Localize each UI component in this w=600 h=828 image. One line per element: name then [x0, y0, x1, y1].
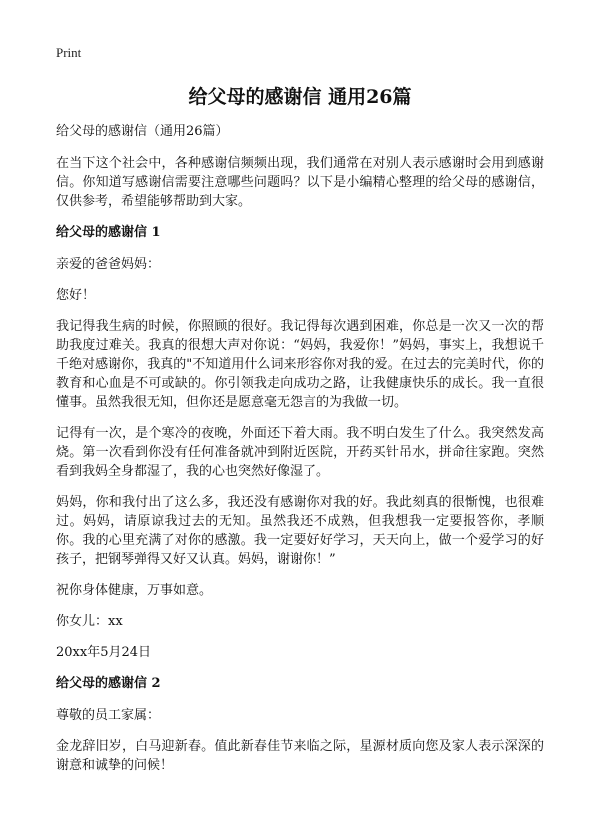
letter-1-salutation: 亲爱的爸爸妈妈：: [56, 257, 161, 272]
letter-1-paragraph-2: 记得有一次，是个寒冷的夜晚，外面还下着大雨。我不明白发生了什么。我突然发高烧。第一次看到你没有任何准备就冲到附近医院，开药买针吊水，拼命往家跑。突然看到我妈全身都湿了，我的心也突然好像湿了。: [56, 426, 544, 479]
print-link[interactable]: Print: [56, 45, 82, 60]
letter-1-paragraph-3: 妈妈，你和我付出了这么多，我还没有感谢你对我的好。我此刻真的很惭愧，也很难过。妈妈，请原谅我过去的无知。虽然我还不成熟，但我想我一定要报答你，孝顺你。我的心里充满了对你的感激。我一定要好好学习，天天向上，做一个爱学习的好孩子，把钢琴弹得又好又认真。妈妈，谢谢你！”: [56, 495, 544, 567]
letter-1-heading: 给父母的感谢信 1: [56, 225, 161, 240]
letter-1-closing: 祝你身体健康，万事如意。: [56, 583, 213, 598]
letter-1-greeting: 您好！: [56, 288, 96, 303]
letter-1-date: 20xx年5月24日: [56, 645, 152, 660]
document-subtitle: 给父母的感谢信（通用26篇）: [56, 124, 229, 139]
letter-1-paragraph-1: 我记得我生病的时候，你照顾的很好。我记得每次遇到困难，你总是一次又一次的帮助我度过难关。我真的很想大声对你说：“妈妈，我爱你！”妈妈，事实上，我想说千千绝对感谢你，我真的"不知道用什么词来形容你对我的爱。在过去的完美时代，你的教育和心血是不可或缺的。你引领我走向成功之路，让我健康快乐的成长。我一直很懂事。虽然我很无知，但你还是愿意毫无怨言的为我做一切。: [56, 319, 544, 410]
letter-2-salutation: 尊敬的员工家属：: [56, 708, 161, 723]
letter-1-signature: 你女儿：xx: [56, 614, 123, 629]
document-title: 给父母的感谢信 通用26篇: [188, 86, 412, 108]
letter-2-paragraph-1: 金龙辞旧岁，白马迎新春。值此新春佳节来临之际，星源材质向您及家人表示深深的谢意和诚挚的问候！: [56, 739, 544, 773]
intro-paragraph: 在当下这个社会中，各种感谢信频频出现，我们通常在对别人表示感谢时会用到感谢信。你知道写感谢信需要注意哪些问题吗？以下是小编精心整理的给父母的感谢信，仅供参考，希望能够帮助到大家。: [56, 156, 544, 209]
letter-2-heading: 给父母的感谢信 2: [56, 676, 161, 691]
